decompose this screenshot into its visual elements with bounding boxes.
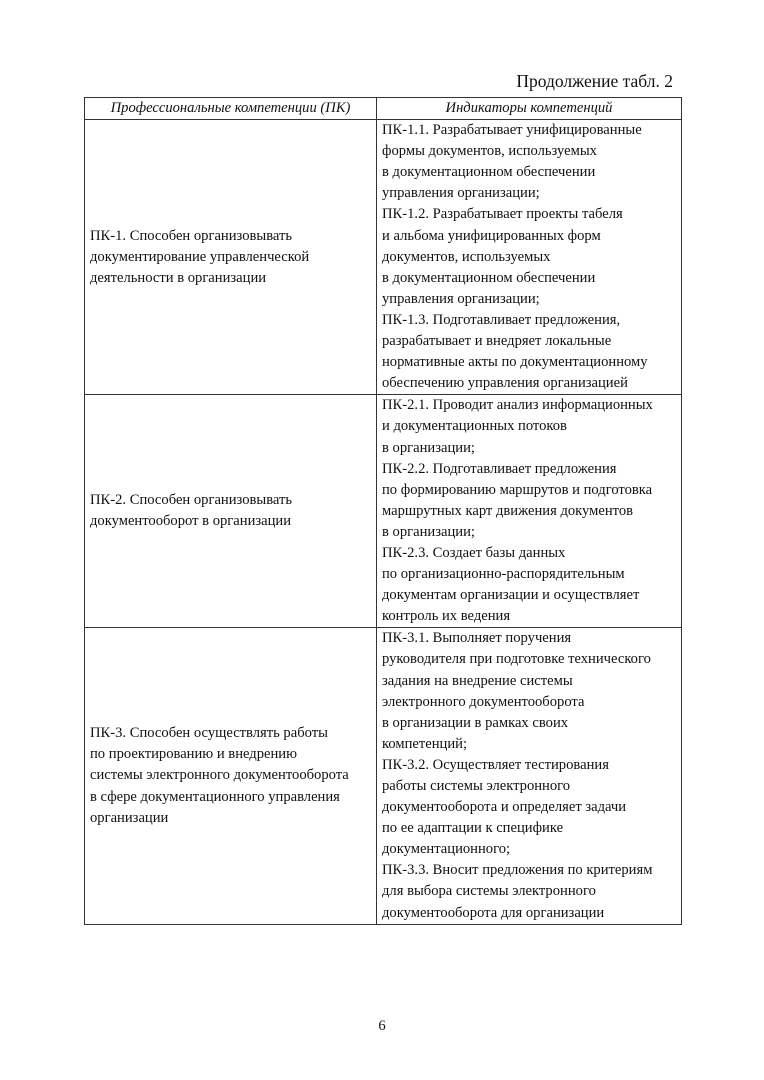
indicator-line: контроль их ведения	[382, 608, 511, 625]
indicator-line: задания на внедрение системы	[382, 672, 573, 689]
indicator-line: ПК-3.2. Осуществляет тестирования	[382, 756, 609, 773]
indicator-line: нормативные акты по документационному	[382, 354, 648, 371]
competence-line: документирование управленческой	[90, 248, 310, 265]
indicator-line: ПК-3.1. Выполняет поручения	[382, 630, 572, 647]
indicator-line: в организации;	[382, 523, 475, 540]
table-row	[85, 120, 682, 395]
indicator-line: в организации;	[382, 439, 475, 456]
indicator-line: для выбора системы электронного	[382, 883, 596, 900]
page-number: 6	[378, 1018, 386, 1034]
indicator-line: по организационно-распорядительным	[382, 566, 625, 583]
competencies-table	[84, 97, 682, 925]
indicator-line: по формированию маршрутов и подготовка	[382, 481, 653, 498]
indicator-line: документов, используемых	[382, 248, 551, 265]
table-row	[85, 395, 682, 628]
indicator-line: разрабатывает и внедряет локальные	[382, 333, 612, 350]
indicators-cell	[377, 628, 682, 924]
indicator-line: документам организации и осуществляет	[382, 587, 640, 604]
indicator-line: ПК-2.2. Подготавливает предложения	[382, 460, 617, 477]
indicator-line: ПК-3.3. Вносит предложения по критериям	[382, 862, 653, 879]
competence-line: по проектированию и внедрению	[90, 746, 298, 763]
competence-cell	[85, 120, 377, 395]
indicator-line: и документационных потоков	[382, 418, 567, 435]
competence-line: системы электронного документооборота	[90, 767, 349, 784]
indicator-line: ПК-2.1. Проводит анализ информационных	[382, 397, 653, 414]
indicator-line: маршрутных карт движения документов	[382, 502, 634, 519]
competence-line: деятельности в организации	[90, 269, 267, 286]
header-indicators: Индикаторы компетенций	[377, 98, 682, 120]
indicators-cell	[377, 120, 682, 395]
indicator-line: управления организации;	[382, 185, 540, 202]
indicator-line: электронного документооборота	[382, 693, 585, 710]
table-header-row	[85, 98, 682, 120]
indicator-line: управления организации;	[382, 290, 540, 307]
indicator-line: в документационном обеспечении	[382, 164, 596, 181]
competence-line: ПК-3. Способен осуществлять работы	[90, 725, 328, 742]
indicator-line: ПК-1.1. Разрабатывает унифицированные	[382, 122, 642, 139]
header-competences: Профессиональные компетенции (ПК)	[85, 98, 377, 120]
competence-cell	[85, 395, 377, 628]
indicator-line: документооборота для организации	[382, 904, 605, 921]
table-row	[85, 628, 682, 924]
indicator-line: документооборота и определяет задачи	[382, 799, 627, 816]
indicator-line: ПК-1.2. Разрабатывает проекты табеля	[382, 206, 623, 223]
indicator-line: в документационном обеспечении	[382, 269, 596, 286]
indicator-line: по ее адаптации к специфике	[382, 820, 564, 837]
indicator-line: в организации в рамках своих	[382, 714, 569, 731]
indicator-line: ПК-1.3. Подготавливает предложения,	[382, 311, 621, 328]
competence-line: документооборот в организации	[90, 513, 292, 530]
indicator-line: документационного;	[382, 841, 511, 858]
indicator-line: и альбома унифицированных форм	[382, 227, 601, 244]
indicator-line: компетенций;	[382, 735, 468, 752]
indicator-line: обеспечению управления организацией	[382, 375, 628, 392]
indicator-line: формы документов, используемых	[382, 143, 597, 160]
indicator-line: руководителя при подготовке технического	[382, 651, 651, 668]
indicator-line: ПК-2.3. Создает базы данных	[382, 544, 566, 561]
indicators-cell	[377, 395, 682, 628]
competence-line: ПК-1. Способен организовывать	[90, 227, 293, 244]
indicator-line: работы системы электронного	[382, 778, 571, 794]
competence-line: в сфере документационного управления	[90, 788, 340, 805]
competence-line: организации	[90, 809, 169, 826]
table-caption: Продолжение табл. 2	[516, 71, 673, 91]
competence-line: ПК-2. Способен организовывать	[90, 492, 293, 509]
competence-cell	[85, 628, 377, 924]
